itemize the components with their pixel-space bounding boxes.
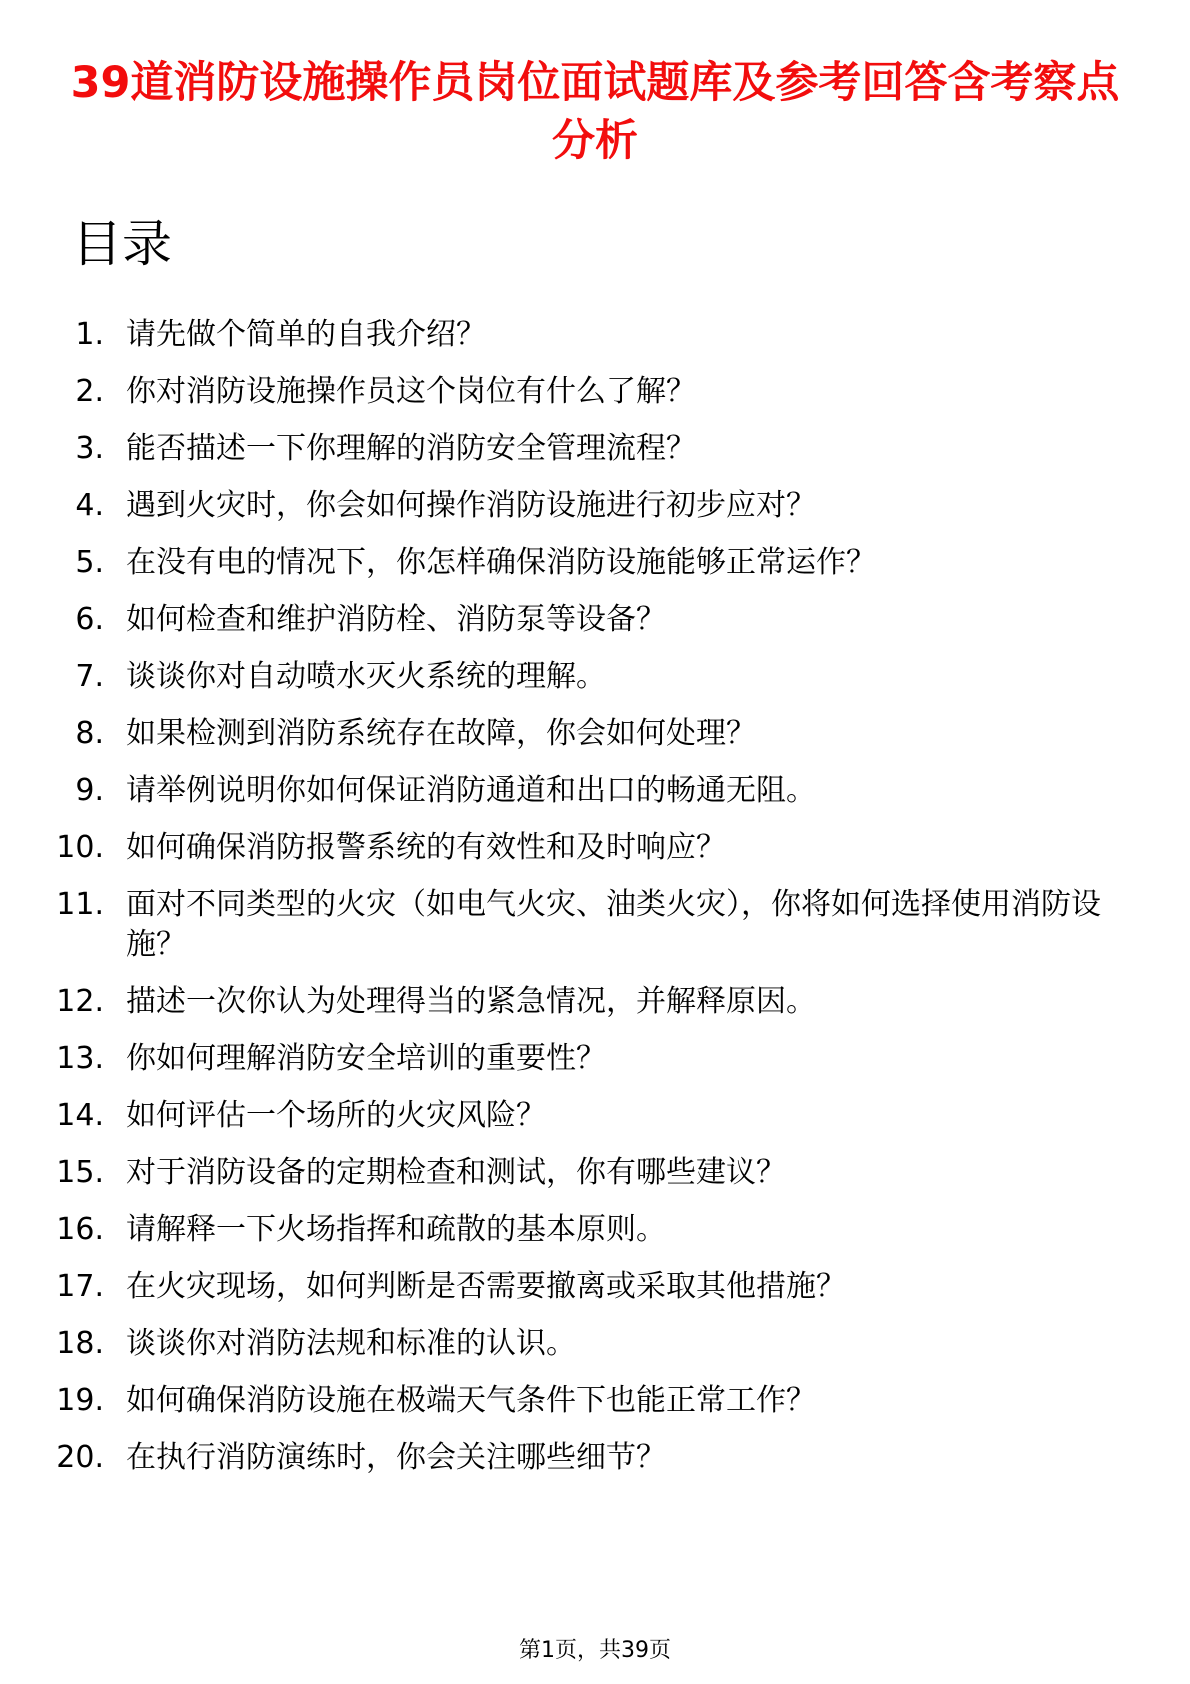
toc-item-text: 如何评估一个场所的火灾风险？ bbox=[126, 1098, 546, 1133]
toc-item-text: 你如何理解消防安全培训的重要性？ bbox=[126, 1041, 606, 1076]
toc-item-text: 遇到火灾时，你会如何操作消防设施进行初步应对？ bbox=[126, 488, 816, 523]
toc-item-number: 18. bbox=[56, 1326, 104, 1361]
toc-item-text: 请举例说明你如何保证消防通道和出口的畅通无阻。 bbox=[126, 773, 816, 808]
toc-item-text: 能否描述一下你理解的消防安全管理流程？ bbox=[126, 431, 696, 466]
toc-item-number: 19. bbox=[56, 1383, 104, 1418]
toc-item-number: 4. bbox=[75, 488, 104, 523]
toc-item-number: 14. bbox=[56, 1098, 104, 1133]
toc-item-text: 请先做个简单的自我介绍？ bbox=[126, 317, 486, 352]
toc-heading: 目录 bbox=[72, 215, 172, 273]
toc-item-text: 对于消防设备的定期检查和测试，你有哪些建议？ bbox=[126, 1155, 786, 1190]
toc-item-number: 13. bbox=[56, 1041, 104, 1076]
toc-item-text: 在执行消防演练时，你会关注哪些细节？ bbox=[126, 1440, 666, 1475]
toc-item-number: 12. bbox=[56, 984, 104, 1019]
toc-item-text: 如果检测到消防系统存在故障，你会如何处理？ bbox=[126, 716, 756, 751]
toc-item-text: 在火灾现场，如何判断是否需要撤离或采取其他措施？ bbox=[126, 1269, 846, 1304]
toc-item-number: 1. bbox=[75, 317, 104, 352]
toc-item-number: 7. bbox=[75, 659, 104, 694]
toc-item-number: 5. bbox=[75, 545, 104, 580]
toc-item-number: 6. bbox=[75, 602, 104, 637]
toc-item-number: 9. bbox=[75, 773, 104, 808]
toc-item-number: 8. bbox=[75, 716, 104, 751]
toc-item-text: 谈谈你对消防法规和标准的认识。 bbox=[126, 1326, 576, 1361]
toc-item-number: 3. bbox=[75, 431, 104, 466]
toc-item-number: 16. bbox=[56, 1212, 104, 1247]
toc-item-number: 11. bbox=[56, 887, 104, 922]
toc-item-text: 谈谈你对自动喷水灭火系统的理解。 bbox=[126, 659, 606, 694]
toc-item-text: 如何检查和维护消防栓、消防泵等设备？ bbox=[126, 602, 666, 637]
toc-item-number: 15. bbox=[56, 1155, 104, 1190]
toc-item-number: 20. bbox=[56, 1440, 104, 1475]
toc-item-number: 2. bbox=[75, 374, 104, 409]
toc-item-text: 你对消防设施操作员这个岗位有什么了解？ bbox=[126, 374, 696, 409]
toc-item-text: 请解释一下火场指挥和疏散的基本原则。 bbox=[126, 1212, 666, 1247]
toc-item-text: 在没有电的情况下，你怎样确保消防设施能够正常运作？ bbox=[126, 545, 876, 580]
toc-item-number: 17. bbox=[56, 1269, 104, 1304]
toc-item-text: 如何确保消防报警系统的有效性和及时响应？ bbox=[126, 830, 726, 865]
toc-item-number: 10. bbox=[56, 830, 104, 865]
toc-item-text: 面对不同类型的火灾（如电气火灾、油类火灾），你将如何选择使用消防设施？ bbox=[126, 887, 1101, 962]
toc-item-text: 如何确保消防设施在极端天气条件下也能正常工作？ bbox=[126, 1383, 816, 1418]
page-footer: 第1页，共39页 bbox=[519, 1638, 671, 1663]
document-title: 39道消防设施操作员岗位面试题库及参考回答含考察点分析 bbox=[70, 58, 1120, 166]
toc-item-text: 描述一次你认为处理得当的紧急情况，并解释原因。 bbox=[126, 984, 816, 1019]
